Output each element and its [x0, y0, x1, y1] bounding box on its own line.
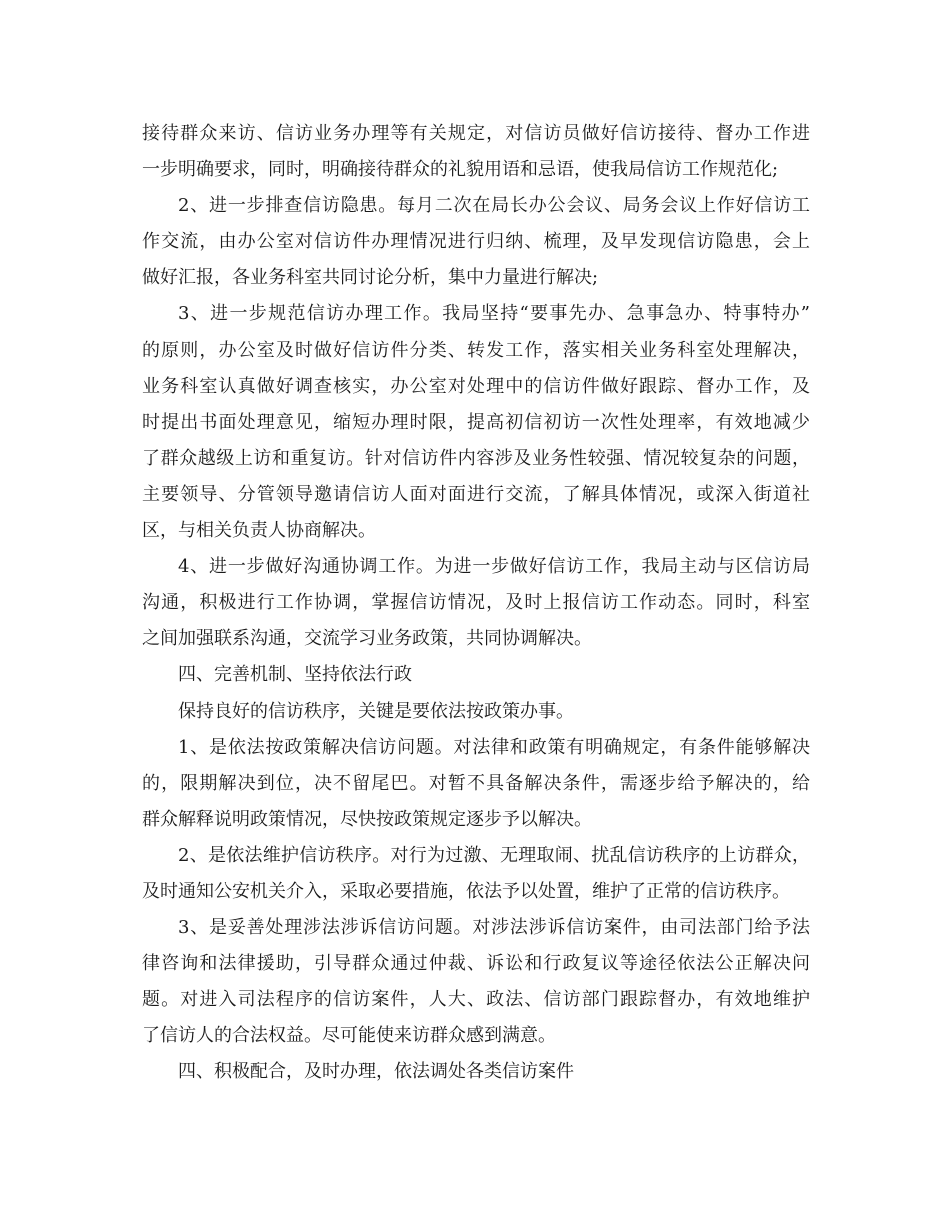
text-line: 沟通，积极进行工作协调，掌握信访情况，及时上报信访工作动态。同时，科室 — [142, 592, 810, 614]
section-heading: 四、积极配合，及时办理，依法调处各类信访案件 — [178, 1061, 574, 1083]
text-line: 2、是依法维护信访秩序。对行为过激、无理取闹、扰乱信访秩序的上访群众， — [178, 844, 810, 866]
text-line: 群众解释说明政策情况，尽快按政策规定逐步予以解决。 — [142, 808, 592, 830]
text-line: 律咨询和法律援助，引导群众通过仲裁、诉讼和行政复议等途径依法公正解决问 — [142, 953, 810, 975]
text-line: 及时通知公安机关介入，采取必要措施，依法予以处置，维护了正常的信访秩序。 — [142, 880, 790, 902]
text-line: 业务科室认真做好调查核实，办公室对处理中的信访件做好跟踪、督办工作，及 — [142, 375, 810, 397]
text-line: 的原则，办公室及时做好信访件分类、转发工作，落实相关业务科室处理解决， — [142, 339, 810, 361]
text-line: 了信访人的合法权益。尽可能使来访群众感到满意。 — [142, 1025, 556, 1047]
text-line: 一步明确要求，同时，明确接待群众的礼貌用语和忌语，使我局信访工作规范化; — [142, 159, 779, 181]
text-line: 主要领导、分管领导邀请信访人面对面进行交流，了解具体情况，或深入街道社 — [142, 483, 810, 505]
text-line: 做好汇报，各业务科室共同讨论分析，集中力量进行解决; — [142, 267, 599, 289]
text-line: 了群众越级上访和重复访。针对信访件内容涉及业务性较强、情况较复杂的问题， — [142, 447, 810, 469]
text-line: 1、是依法按政策解决信访问题。对法律和政策有明确规定，有条件能够解决 — [178, 736, 810, 758]
text-line: 3、是妥善处理涉法涉诉信访问题。对涉法涉诉信访案件，由司法部门给予法 — [178, 917, 810, 939]
text-line: 作交流，由办公室对信访件办理情况进行归纳、梳理，及早发现信访隐患，会上 — [142, 231, 810, 253]
section-heading: 四、完善机制、坚持依法行政 — [178, 664, 412, 686]
text-line: 保持良好的信访秩序，关键是要依法按政策办事。 — [178, 700, 574, 722]
text-line: 3、进一步规范信访办理工作。我局坚持“要事先办、急事急办、特事特办” — [178, 303, 810, 325]
text-line: 时提出书面处理意见，缩短办理时限，提高初信初访一次性处理率，有效地减少 — [142, 411, 810, 433]
text-line: 4、进一步做好沟通协调工作。为进一步做好信访工作，我局主动与区信访局 — [178, 556, 810, 578]
text-line: 区，与相关负责人协商解决。 — [142, 520, 376, 542]
text-line: 接待群众来访、信访业务办理等有关规定，对信访员做好信访接待、督办工作进 — [142, 123, 810, 144]
text-line: 2、进一步排查信访隐患。每月二次在局长办公会议、局务会议上作好信访工 — [178, 195, 810, 217]
text-line: 题。对进入司法程序的信访案件，人大、政法、信访部门跟踪督办，有效地维护 — [142, 989, 810, 1011]
document-body — [142, 116, 810, 1091]
text-line: 的，限期解决到位，决不留尾巴。对暂不具备解决条件，需逐步给予解决的，给 — [142, 772, 810, 794]
text-line: 之间加强联系沟通，交流学习业务政策，共同协调解决。 — [142, 628, 592, 650]
